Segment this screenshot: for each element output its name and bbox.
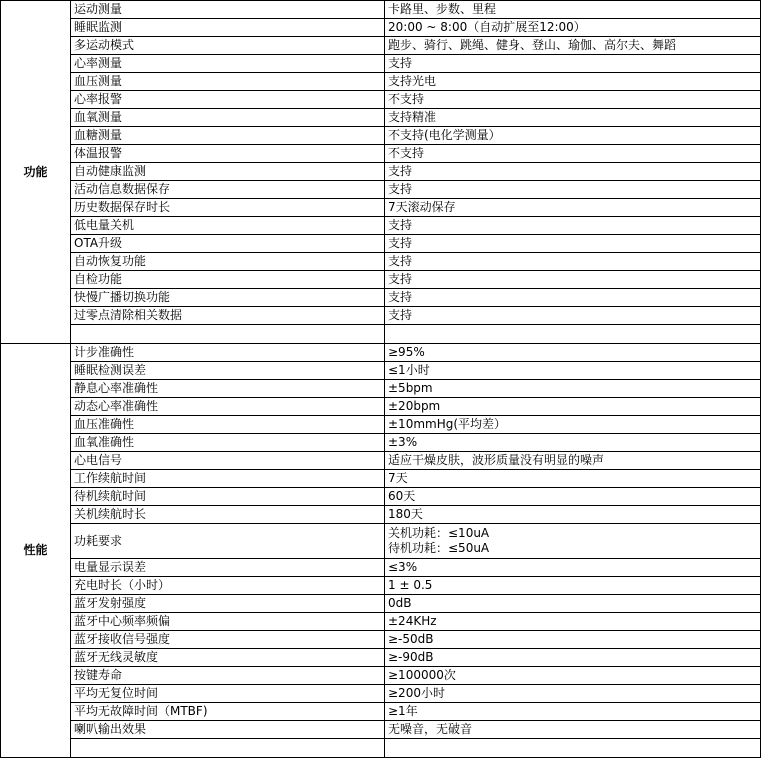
item-cell: 按键寿命: [71, 667, 385, 685]
item-cell: 多运动模式: [71, 37, 385, 55]
item-cell: 睡眠检测误差: [71, 362, 385, 380]
table-row: [1, 595, 761, 613]
value-cell: 不支持: [385, 145, 761, 163]
table-row: [1, 416, 761, 434]
item-cell: 蓝牙发射强度: [71, 595, 385, 613]
table-row: [1, 37, 761, 55]
item-cell: 心电信号: [71, 452, 385, 470]
item-cell: 快慢广播切换功能: [71, 289, 385, 307]
table-row: [1, 271, 761, 289]
table-row: [1, 362, 761, 380]
value-cell: 适应干燥皮肤，波形质量没有明显的噪声: [385, 452, 761, 470]
value-cell: 支持: [385, 289, 761, 307]
value-cell: 7天: [385, 470, 761, 488]
value-cell: ±5bpm: [385, 380, 761, 398]
item-cell: 睡眠监测: [71, 19, 385, 37]
table-row: [1, 73, 761, 91]
item-cell: 蓝牙中心频率频偏: [71, 613, 385, 631]
value-cell: 0dB: [385, 595, 761, 613]
value-cell: 卡路里、步数、里程: [385, 1, 761, 19]
table-row: [1, 506, 761, 524]
table-row: [1, 109, 761, 127]
table-row: [1, 1, 761, 19]
table-row: [1, 181, 761, 199]
table-row: [1, 253, 761, 271]
value-cell: [385, 524, 761, 559]
value-cell: 7天滚动保存: [385, 199, 761, 217]
table-row: [1, 613, 761, 631]
value-cell: 支持: [385, 55, 761, 73]
value-cell: ≤3%: [385, 559, 761, 577]
table-row: [1, 344, 761, 362]
value-cell: 不支持(电化学测量）: [385, 127, 761, 145]
value-cell: 支持: [385, 217, 761, 235]
item-cell: 体温报警: [71, 145, 385, 163]
item-cell: 蓝牙接收信号强度: [71, 631, 385, 649]
item-cell: 静息心率准确性: [71, 380, 385, 398]
table-row: [1, 721, 761, 739]
value-cell: 支持: [385, 235, 761, 253]
value-cell: ≤1小时: [385, 362, 761, 380]
item-cell: 待机续航时间: [71, 488, 385, 506]
item-cell: 血氧准确性: [71, 434, 385, 452]
table-row: [1, 434, 761, 452]
item-cell: 心率测量: [71, 55, 385, 73]
table-row: [1, 559, 761, 577]
item-cell: 自动恢复功能: [71, 253, 385, 271]
item-cell: 血压测量: [71, 73, 385, 91]
table-row: [1, 631, 761, 649]
value-cell: 无噪音，无破音: [385, 721, 761, 739]
value-cell: 1 ± 0.5: [385, 577, 761, 595]
value-cell: 支持: [385, 253, 761, 271]
value-cell: ±20bpm: [385, 398, 761, 416]
table-row: [1, 55, 761, 73]
value-cell: 支持: [385, 181, 761, 199]
item-cell: 血压准确性: [71, 416, 385, 434]
value-line: 关机功耗：≤10uA: [388, 526, 490, 540]
item-cell: 血氧测量: [71, 109, 385, 127]
value-cell: 支持: [385, 271, 761, 289]
item-cell: 自检功能: [71, 271, 385, 289]
table-row: [1, 452, 761, 470]
item-cell: 计步准确性: [71, 344, 385, 362]
item-cell: 蓝牙无线灵敏度: [71, 649, 385, 667]
item-cell: OTA升级: [71, 235, 385, 253]
table-row: [1, 91, 761, 109]
item-cell: 喇叭输出效果: [71, 721, 385, 739]
table-row: [1, 470, 761, 488]
table-row: [1, 685, 761, 703]
item-cell: [71, 325, 385, 344]
value-cell: ±24KHz: [385, 613, 761, 631]
item-cell: 电量显示误差: [71, 559, 385, 577]
table-row: [1, 145, 761, 163]
table-row: [1, 127, 761, 145]
value-cell: 支持光电: [385, 73, 761, 91]
value-cell: 支持: [385, 163, 761, 181]
item-cell: 历史数据保存时长: [71, 199, 385, 217]
value-cell: ≥-50dB: [385, 631, 761, 649]
table-row: [1, 739, 761, 758]
item-cell: 运动测量: [71, 1, 385, 19]
value-cell: ±3%: [385, 434, 761, 452]
table-row: [1, 524, 761, 559]
table-row: [1, 577, 761, 595]
category-cell: 功能: [1, 1, 71, 344]
table-row: [1, 307, 761, 325]
value-cell: 支持: [385, 307, 761, 325]
item-cell: 平均无故障时间（MTBF): [71, 703, 385, 721]
item-cell: 充电时长（小时）: [71, 577, 385, 595]
value-cell: 180天: [385, 506, 761, 524]
table-row: [1, 649, 761, 667]
value-cell: 支持精准: [385, 109, 761, 127]
item-cell: 工作续航时间: [71, 470, 385, 488]
value-cell: [385, 739, 761, 758]
value-cell: 60天: [385, 488, 761, 506]
table-row: [1, 163, 761, 181]
category-cell: 性能: [1, 344, 71, 758]
table-row: [1, 703, 761, 721]
item-cell: 动态心率准确性: [71, 398, 385, 416]
table-row: [1, 325, 761, 344]
value-cell: 不支持: [385, 91, 761, 109]
item-cell: 平均无复位时间: [71, 685, 385, 703]
table-row: [1, 488, 761, 506]
value-cell: ≥100000次: [385, 667, 761, 685]
value-line: 待机功耗：≤50uA: [388, 541, 490, 555]
item-cell: [71, 739, 385, 758]
item-cell: 活动信息数据保存: [71, 181, 385, 199]
value-cell: ≥200小时: [385, 685, 761, 703]
value-cell: ±10mmHg(平均差）: [385, 416, 761, 434]
table-row: [1, 199, 761, 217]
item-cell: 自动健康监测: [71, 163, 385, 181]
item-cell: 关机续航时长: [71, 506, 385, 524]
value-cell: [385, 325, 761, 344]
value-cell: 20:00 ~ 8:00（自动扩展至12:00）: [385, 19, 761, 37]
table-row: [1, 398, 761, 416]
value-cell: ≥1年: [385, 703, 761, 721]
table-row: [1, 217, 761, 235]
item-cell: 血糖测量: [71, 127, 385, 145]
item-cell: 过零点清除相关数据: [71, 307, 385, 325]
item-cell: 心率报警: [71, 91, 385, 109]
table-row: [1, 19, 761, 37]
table-row: [1, 235, 761, 253]
value-cell: ≥-90dB: [385, 649, 761, 667]
item-cell: 低电量关机: [71, 217, 385, 235]
value-cell: ≥95%: [385, 344, 761, 362]
value-cell: 跑步、骑行、跳绳、健身、登山、瑜伽、高尔夫、舞蹈: [385, 37, 761, 55]
table-row: [1, 289, 761, 307]
table-row: [1, 667, 761, 685]
item-cell: 功耗要求: [71, 524, 385, 559]
table-row: [1, 380, 761, 398]
